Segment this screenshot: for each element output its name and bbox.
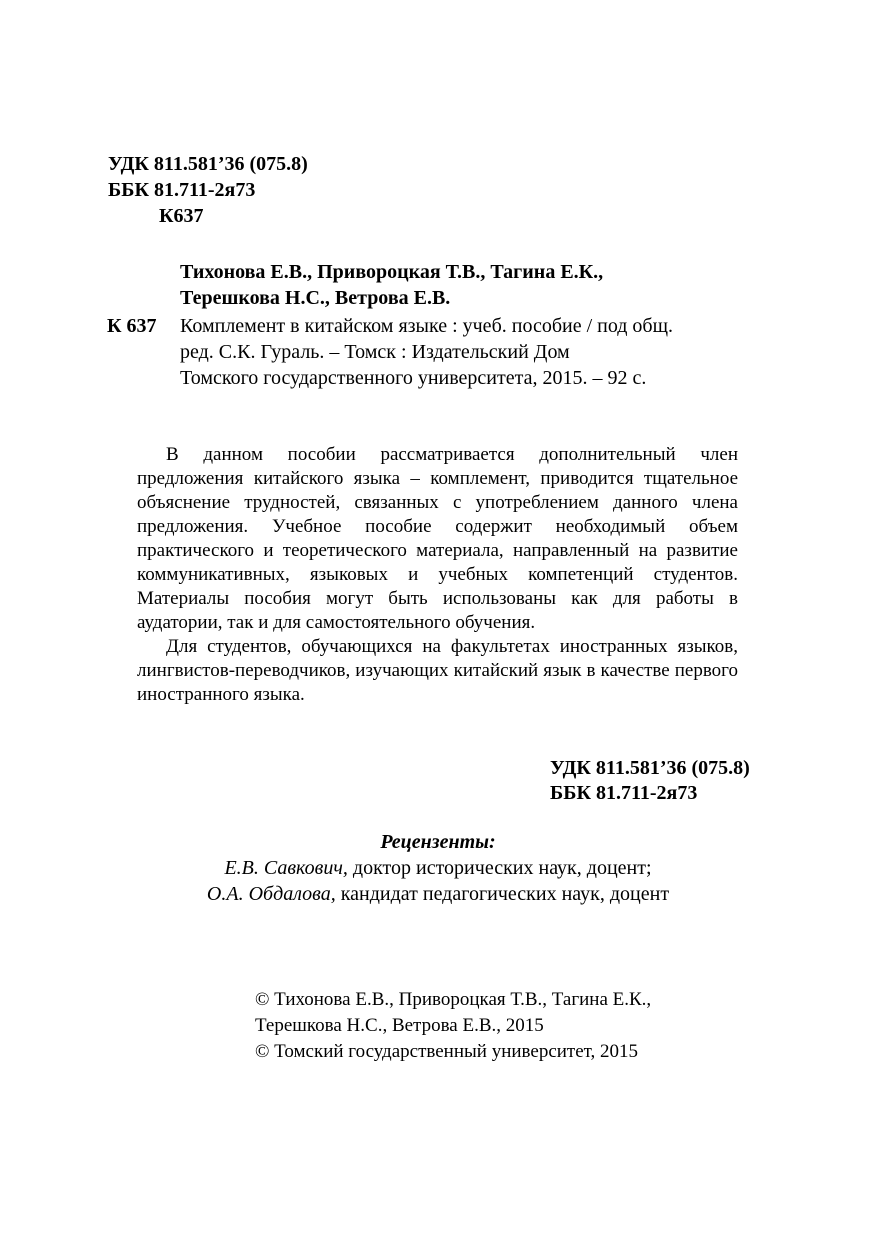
description-line: Комплемент в китайском языке : учеб. пособие / под общ. — [180, 315, 674, 337]
description-line: Томского государственного университета, 2015. – 92 с. — [180, 367, 647, 389]
author-mark-top: К637 — [159, 205, 204, 227]
reviewer-entry — [0, 855, 876, 881]
authors-line: Терешкова Н.С., Ветрова Е.В. — [180, 287, 451, 309]
copyright-line: © Томский государственный университет, 2015 — [255, 1041, 639, 1062]
reviewer-title: кандидат педагогических наук, доцент — [335, 883, 670, 905]
reviewer-name: Е.В. Савкович, — [224, 857, 348, 879]
udk-code-top: УДК 811.581’36 (075.8) — [108, 153, 308, 175]
reviewers-block — [0, 829, 876, 907]
bbk-code-top: ББК 81.711-2я73 — [108, 179, 256, 201]
copyright-block — [255, 987, 651, 1065]
bbk-code-bottom: ББК 81.711-2я73 — [550, 782, 698, 804]
reviewer-name: О.А. Обдалова, — [206, 883, 336, 905]
reviewer-title: доктор исторических наук, доцент; — [347, 857, 652, 879]
reviewers-heading: Рецензенты: — [380, 831, 496, 853]
copyright-line: © Тихонова Е.В., Привороцкая Т.В., Тагина Е.К., — [255, 989, 652, 1010]
description-line: ред. С.К. Гураль. – Томск : Издательский Дом — [180, 341, 570, 363]
copyright-line: Терешкова Н.С., Ветрова Е.В., 2015 — [255, 1015, 544, 1036]
annotation-paragraph: Для студентов, обучающихся на факультетах иностранных языков, лингвистов-переводчиков, изучающих китайский язык в качестве первого иностранного языка. — [137, 636, 738, 705]
authors-block — [180, 260, 603, 312]
reviewer-entry — [0, 881, 876, 907]
authors-line: Тихонова Е.В., Привороцкая Т.В., Тагина Е.К., — [180, 261, 604, 283]
udk-code-bottom: УДК 811.581’36 (075.8) — [550, 757, 750, 779]
annotation-paragraph: В данном пособии рассматривается дополнительный член предложения китайского языка – комплемент, приводится тщательное объяснение трудностей, связанных с употреблением данного члена предложения. Учебное пособие содержит необходимый объем практического и теоретического материала, направленный на развитие коммуникативных, языковых и учебных компетенций студентов. Материалы пособия могут быть использованы как для работы в аудатории, так и для самостоятельного обучения. — [137, 444, 738, 633]
bibliographic-description — [180, 314, 750, 392]
annotation — [137, 443, 738, 707]
catalog-code: К 637 — [107, 315, 157, 337]
